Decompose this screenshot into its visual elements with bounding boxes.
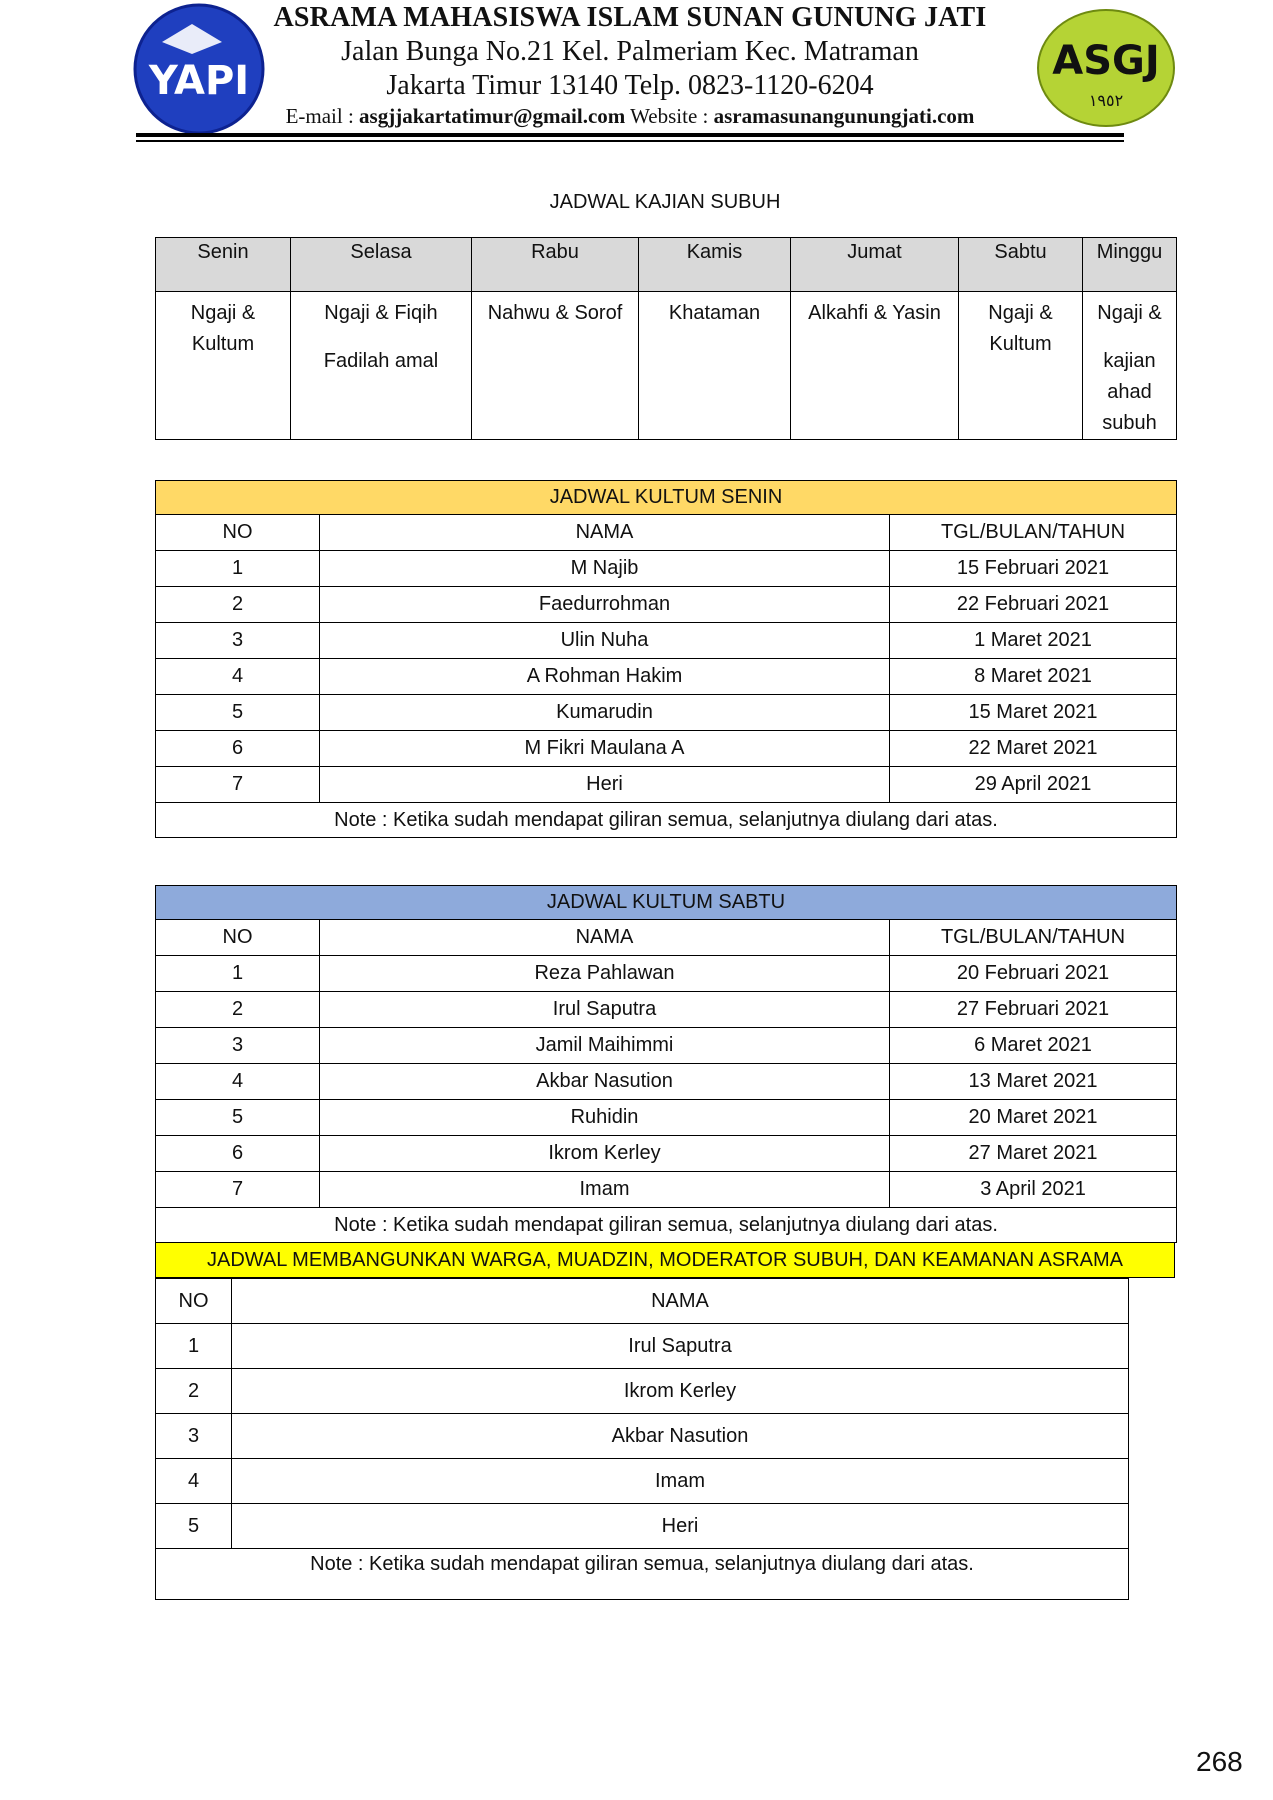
table-row: 2 Ikrom Kerley [156, 1369, 1129, 1414]
table-row: 3 Jamil Maihimmi 6 Maret 2021 [156, 1028, 1177, 1064]
column-header-tanggal: TGL/BULAN/TAHUN [890, 515, 1177, 551]
website-address: asramasunangunungjati.com [713, 104, 975, 128]
table-row: 7 Imam 3 April 2021 [156, 1172, 1177, 1208]
letterhead-address-1: Jalan Bunga No.21 Kel. Palmeriam Kec. Matraman [341, 36, 919, 67]
kajian-day: Kamis [639, 238, 791, 292]
table-row: 1 Reza Pahlawan 20 Februari 2021 [156, 956, 1177, 992]
table-row: 1 Irul Saputra [156, 1324, 1129, 1369]
kajian-day: Sabtu [959, 238, 1083, 292]
letterhead-rule-thin [136, 140, 1124, 142]
membangunkan-table [155, 1278, 1129, 1600]
membangunkan-note: Note : Ketika sudah mendapat giliran semua, selanjutnya diulang dari atas. [156, 1549, 1129, 1600]
kajian-day: Minggu [1083, 238, 1177, 292]
table-row: 2 Irul Saputra 27 Februari 2021 [156, 992, 1177, 1028]
column-header-no: NO [156, 920, 320, 956]
kajian-day: Rabu [472, 238, 639, 292]
table-row: 1 M Najib 15 Februari 2021 [156, 551, 1177, 587]
website-label: Website : [625, 104, 714, 128]
column-header-no: NO [156, 1279, 232, 1324]
table-row: 4 Imam [156, 1459, 1129, 1504]
letterhead-contact [230, 104, 1030, 129]
letterhead-title: ASRAMA MAHASISWA ISLAM SUNAN GUNUNG JATI [273, 2, 987, 33]
column-header-tanggal: TGL/BULAN/TAHUN [890, 920, 1177, 956]
table-row: 4 Akbar Nasution 13 Maret 2021 [156, 1064, 1177, 1100]
table-row: 5 Ruhidin 20 Maret 2021 [156, 1100, 1177, 1136]
table-row: 4 A Rohman Hakim 8 Maret 2021 [156, 659, 1177, 695]
table-row: 5 Heri [156, 1504, 1129, 1549]
column-header-nama: NAMA [320, 920, 890, 956]
table-row: 6 Ikrom Kerley 27 Maret 2021 [156, 1136, 1177, 1172]
kajian-activity: Ngaji & Kultum [156, 292, 291, 440]
kajian-day: Senin [156, 238, 291, 292]
asgj-logo-year: ١٩٥٢ [1088, 91, 1124, 110]
kajian-table [155, 237, 1177, 440]
table-row: 3 Ulin Nuha 1 Maret 2021 [156, 623, 1177, 659]
kajian-activity: Alkahfi & Yasin [791, 292, 959, 440]
kajian-day: Selasa [291, 238, 472, 292]
kultum-senin-table [155, 480, 1177, 838]
column-header-nama: NAMA [232, 1279, 1129, 1324]
email-address: asgjjakartatimur@gmail.com [359, 104, 626, 128]
table-row: 3 Akbar Nasution [156, 1414, 1129, 1459]
column-header-no: NO [156, 515, 320, 551]
kajian-activity: Ngaji & Fiqih Fadilah amal [291, 292, 472, 440]
letterhead-address-2: Jakarta Timur 13140 Telp. 0823-1120-6204 [386, 70, 874, 101]
kajian-activity: Nahwu & Sorof [472, 292, 639, 440]
yapi-logo-text: YAPI [148, 58, 250, 104]
asgj-logo [1036, 8, 1176, 128]
letterhead-rule-thick [136, 133, 1124, 137]
kajian-activity: Ngaji & Kultum [959, 292, 1083, 440]
email-label: E-mail : [285, 104, 360, 128]
membangunkan-title: JADWAL MEMBANGUNKAN WARGA, MUADZIN, MODERATOR SUBUH, DAN KEAMANAN ASRAMA [155, 1242, 1175, 1278]
asgj-logo-text: ASGJ [1052, 38, 1160, 84]
kajian-activity: Khataman [639, 292, 791, 440]
kultum-sabtu-table [155, 885, 1177, 1243]
table-row: 2 Faedurrohman 22 Februari 2021 [156, 587, 1177, 623]
kultum-sabtu-note: Note : Ketika sudah mendapat giliran semua, selanjutnya diulang dari atas. [156, 1208, 1177, 1243]
kultum-senin-title: JADWAL KULTUM SENIN [156, 481, 1177, 515]
kajian-activity: Ngaji & kajian ahad subuh [1083, 292, 1177, 440]
kajian-title: JADWAL KAJIAN SUBUH [549, 191, 781, 213]
table-row: 6 M Fikri Maulana A 22 Maret 2021 [156, 731, 1177, 767]
kultum-sabtu-title: JADWAL KULTUM SABTU [156, 886, 1177, 920]
table-row: 5 Kumarudin 15 Maret 2021 [156, 695, 1177, 731]
kultum-senin-note: Note : Ketika sudah mendapat giliran semua, selanjutnya diulang dari atas. [156, 803, 1177, 838]
kajian-day: Jumat [791, 238, 959, 292]
page-number: 268 [1196, 1746, 1243, 1777]
column-header-nama: NAMA [320, 515, 890, 551]
table-row: 7 Heri 29 April 2021 [156, 767, 1177, 803]
